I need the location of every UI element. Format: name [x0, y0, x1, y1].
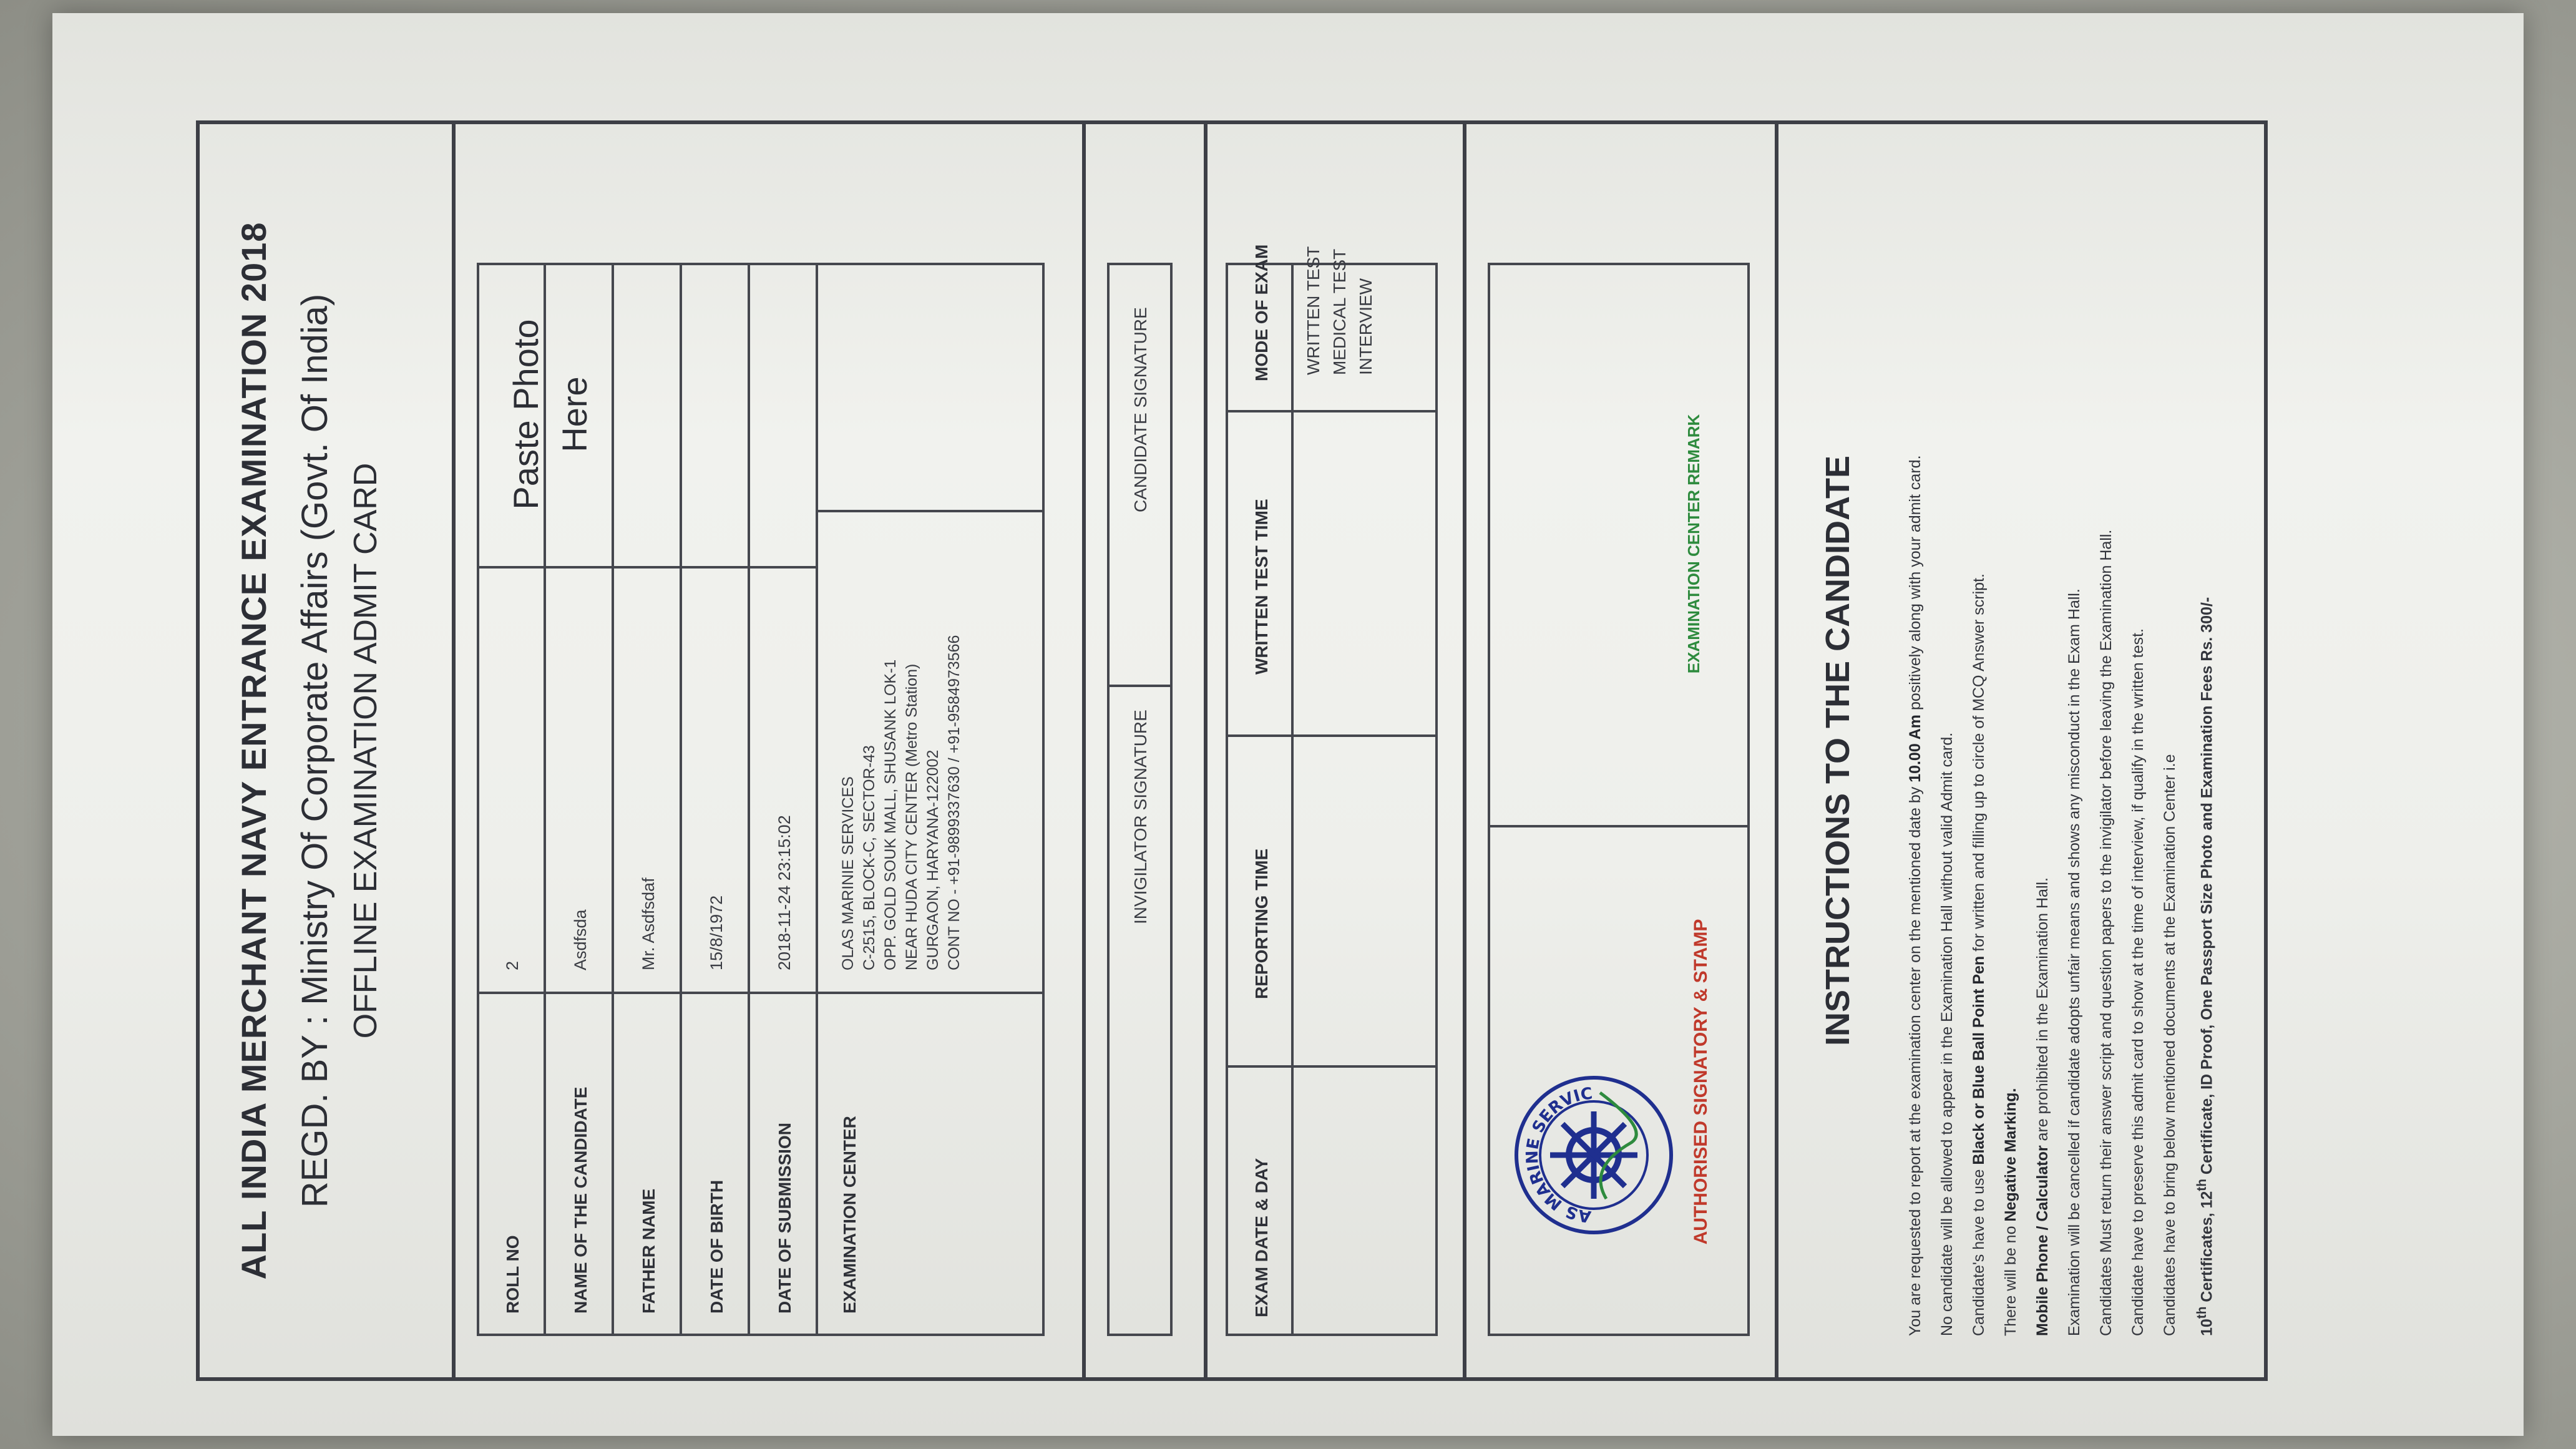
- authorised-signatory-label: AUTHORISED SIGNATORY & STAMP: [1690, 919, 1711, 1245]
- value-dob: 15/8/1972: [707, 895, 726, 970]
- col-reporting-time: REPORTING TIME: [1252, 848, 1271, 999]
- mode-item: INTERVIEW: [1356, 278, 1375, 375]
- header-divider: [452, 120, 456, 1381]
- instruction-line: Mobile Phone / Calculator are prohibited in the Examination Hall.: [2034, 877, 2051, 1336]
- exam-center-address: [837, 635, 965, 970]
- address-line: CONT NO - +91-9899337630 / +91-9584973566: [945, 635, 963, 970]
- address-line: OPP. GOLD SOUK MALL, SHUSANK LOK-1: [882, 659, 899, 970]
- col-divider: [477, 566, 818, 568]
- instruction-line: Candidates have to bring below mentioned documents at the Examination Center i.e: [2161, 754, 2178, 1336]
- section-divider: [1204, 120, 1208, 1381]
- row-divider: [680, 263, 682, 1336]
- col-divider: [1226, 1065, 1438, 1068]
- section-divider: [1775, 120, 1778, 1381]
- seal-text: AS MARINE SERVIC: [1523, 1084, 1594, 1226]
- col-exam-date: EXAM DATE & DAY: [1252, 1158, 1271, 1317]
- olas-seal-icon: [1513, 1074, 1675, 1236]
- col-divider: [477, 992, 1045, 994]
- label-father-name: FATHER NAME: [639, 1188, 658, 1314]
- candidate-signature-label: CANDIDATE SIGNATURE: [1131, 307, 1150, 512]
- col-written-test-time: WRITTEN TEST TIME: [1252, 499, 1271, 675]
- label-dob: DATE OF BIRTH: [707, 1179, 726, 1314]
- col-mode-of-exam: MODE OF EXAM: [1252, 244, 1271, 381]
- instructions-list: [1900, 150, 2223, 1336]
- label-candidate-name: NAME OF THE CANDIDATE: [571, 1086, 590, 1314]
- instruction-line: You are requested to report at the examination center on the mentioned date by 10.00 Am positively along with your admit card.: [1906, 455, 1924, 1336]
- row-divider: [612, 263, 614, 1336]
- header-block: [233, 120, 384, 1381]
- admit-card-subtitle: OFFLINE EXAMINATION ADMIT CARD: [348, 462, 384, 1039]
- regd-line: REGD. BY : Ministry Of Corporate Affairs (Govt. Of India): [295, 293, 335, 1208]
- exam-modes: [1300, 246, 1379, 375]
- section-divider: [1463, 120, 1466, 1381]
- instruction-line: No candidate will be allowed to appear in the Examination Hall without valid Admit card.: [1938, 732, 1956, 1336]
- instruction-line: There will be no Negative Marking.: [2002, 1088, 2019, 1336]
- photo-line: Paste Photo: [506, 319, 545, 510]
- col-divider: [1226, 410, 1438, 412]
- col-divider: [1226, 734, 1438, 737]
- row-divider: [816, 263, 818, 1336]
- mode-item: MEDICAL TEST: [1330, 248, 1349, 375]
- label-submission-date: DATE OF SUBMISSION: [775, 1123, 794, 1314]
- col-divider: [818, 510, 1045, 512]
- row-divider: [748, 263, 750, 1336]
- address-line: C-2515, BLOCK-C, SECTOR-43: [861, 745, 878, 970]
- value-submission-date: 2018-11-24 23:15:02: [775, 815, 794, 970]
- value-father-name: Mr. Asdfsdaf: [639, 877, 658, 970]
- svg-text:OLAS MARINE SERVICES: [1513, 1085, 1594, 1236]
- mode-item: WRITTEN TEST: [1304, 246, 1323, 375]
- invigilator-signature-label: INVIGILATOR SIGNATURE: [1131, 710, 1150, 924]
- label-roll-no: ROLL NO: [503, 1235, 522, 1314]
- col-divider: [1107, 685, 1173, 687]
- instruction-line: Candidates Must return their answer script and question papers to the invigilator before leaving the Examination Hall.: [2097, 529, 2115, 1336]
- instruction-line: Candidate have to preserve this admit card to show at the time of interview, if qualify in the written test.: [2129, 628, 2147, 1336]
- instructions-title: INSTRUCTIONS TO THE CANDIDATE: [1819, 456, 1856, 1046]
- address-line: OLAS MARINIE SERVICES: [839, 776, 857, 970]
- address-line: NEAR HUDA CITY CENTER (Metro Station): [903, 663, 920, 970]
- section-divider: [1082, 120, 1086, 1381]
- value-roll-no: 2: [503, 960, 522, 970]
- row-divider: [1291, 263, 1294, 1336]
- photo-line: Here: [555, 376, 594, 452]
- instruction-line: Candidate's have to use Black or Blue Ball Point Pen for written and filling up to circle of MCQ Answer script.: [1970, 573, 1988, 1336]
- instruction-line: 10th Certificates, 12th Certificate, ID Proof, One Passport Size Photo and Examination Fees Rs. 300/-: [2195, 597, 2216, 1336]
- address-line: GURGAON, HARYANA-122002: [924, 749, 942, 970]
- exam-title: ALL INDIA MERCHANT NAVY ENTRANCE EXAMINATION 2018: [234, 222, 273, 1280]
- exam-center-remark-label: EXAMINATION CENTER REMARK: [1684, 414, 1703, 674]
- photo-placeholder: [502, 263, 599, 566]
- value-candidate-name: Asdfsda: [571, 909, 590, 970]
- instruction-line: Examination will be cancelled if candidate adopts unfair means and shows any misconduct in the Exam Hall.: [2066, 588, 2083, 1336]
- admit-card-sheet: [52, 13, 2524, 1436]
- label-exam-center: EXAMINATION CENTER: [840, 1116, 859, 1314]
